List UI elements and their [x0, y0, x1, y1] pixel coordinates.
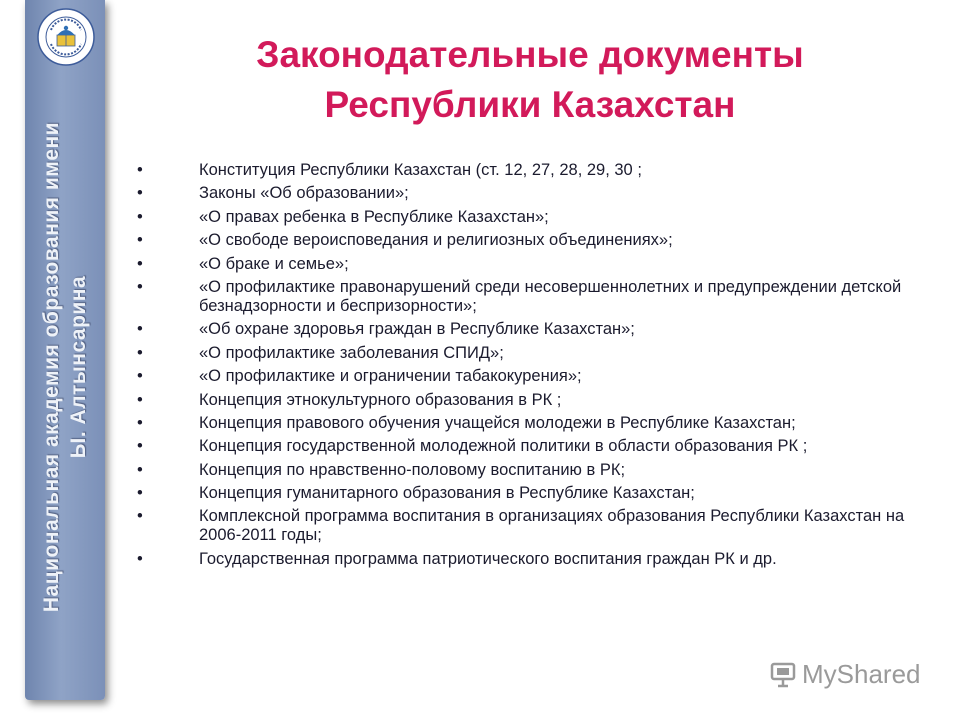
list-item [130, 461, 910, 480]
list-item [130, 367, 910, 386]
sidebar-caption-line2: Ы. Алтынсарина [67, 275, 90, 459]
documents-list [130, 161, 910, 573]
list-item [130, 391, 910, 410]
bullet-icon: • [137, 413, 143, 432]
list-item [130, 278, 910, 316]
watermark-text: MyShared [802, 658, 921, 689]
presentation-screen-icon [768, 659, 798, 689]
list-item-text: Государственная программа патриотического воспитания граждан РК и др. [199, 549, 777, 568]
bullet-icon: • [137, 549, 143, 568]
list-item [130, 255, 910, 274]
bullet-icon: • [137, 161, 143, 179]
bullet-icon: • [137, 343, 143, 362]
list-item [130, 550, 910, 569]
list-item [130, 320, 910, 339]
bullet-icon: • [137, 320, 143, 339]
list-item [130, 414, 910, 433]
sidebar-caption [38, 97, 92, 637]
list-item-text: «О профилактике правонарушений среди несовершеннолетних и предупреждении детской безнадзорности и беспризорности»; [199, 277, 902, 315]
list-item [130, 507, 910, 545]
list-item-text: «О профилактике и ограничении табакокурения»; [199, 367, 582, 386]
list-item [130, 184, 910, 203]
academy-seal-icon [37, 8, 95, 66]
page-title [130, 30, 930, 130]
page-title-line2: Республики Казахстан [324, 84, 736, 125]
list-item [130, 161, 910, 180]
list-item-text: Законы «Об образовании»; [199, 184, 409, 203]
list-item [130, 208, 910, 227]
bullet-icon: • [137, 437, 143, 456]
bullet-icon: • [137, 484, 143, 503]
list-item-text: Концепция этнокультурного образования в РК ; [199, 390, 562, 409]
list-item-text: «О профилактике заболевания СПИД»; [199, 343, 504, 362]
bullet-icon: • [137, 207, 143, 226]
sidebar-caption-line1: Национальная академия образования имени [40, 121, 63, 613]
list-item-text: Концепция правового обучения учащейся молодежи в Республике Казахстан; [199, 413, 796, 432]
list-item-text: «О правах ребенка в Республике Казахстан»; [199, 207, 549, 226]
list-item-text: Концепция государственной молодежной политики в области образования РК ; [199, 437, 808, 456]
bullet-icon: • [137, 184, 143, 203]
list-item-text: «Об охране здоровья граждан в Республике Казахстан»; [199, 320, 635, 339]
list-item-text: «О свободе вероисповедания и религиозных объединениях»; [199, 231, 673, 250]
bullet-icon: • [137, 367, 143, 386]
bullet-icon: • [137, 507, 143, 526]
list-item [130, 231, 910, 250]
page-title-line1: Законодательные документы [256, 34, 804, 75]
watermark [768, 656, 921, 692]
list-item [130, 484, 910, 503]
list-item [130, 437, 910, 456]
list-item [130, 344, 910, 363]
bullet-icon: • [137, 231, 143, 250]
list-item-text: Комплексной программа воспитания в организациях образования Республики Казахстан на 2006-2011 годы; [199, 507, 905, 545]
bullet-icon: • [137, 254, 143, 273]
list-item-text: Концепция по нравственно-половому воспитанию в РК; [199, 460, 626, 479]
list-item-text: Концепция гуманитарного образования в Республике Казахстан; [199, 484, 695, 503]
list-item-text: Конституция Республики Казахстан (ст. 12, 27, 28, 29, 30 ; [199, 161, 642, 179]
bullet-icon: • [137, 460, 143, 479]
bullet-icon: • [137, 277, 143, 296]
list-item-text: «О браке и семье»; [199, 254, 349, 273]
bullet-icon: • [137, 390, 143, 409]
